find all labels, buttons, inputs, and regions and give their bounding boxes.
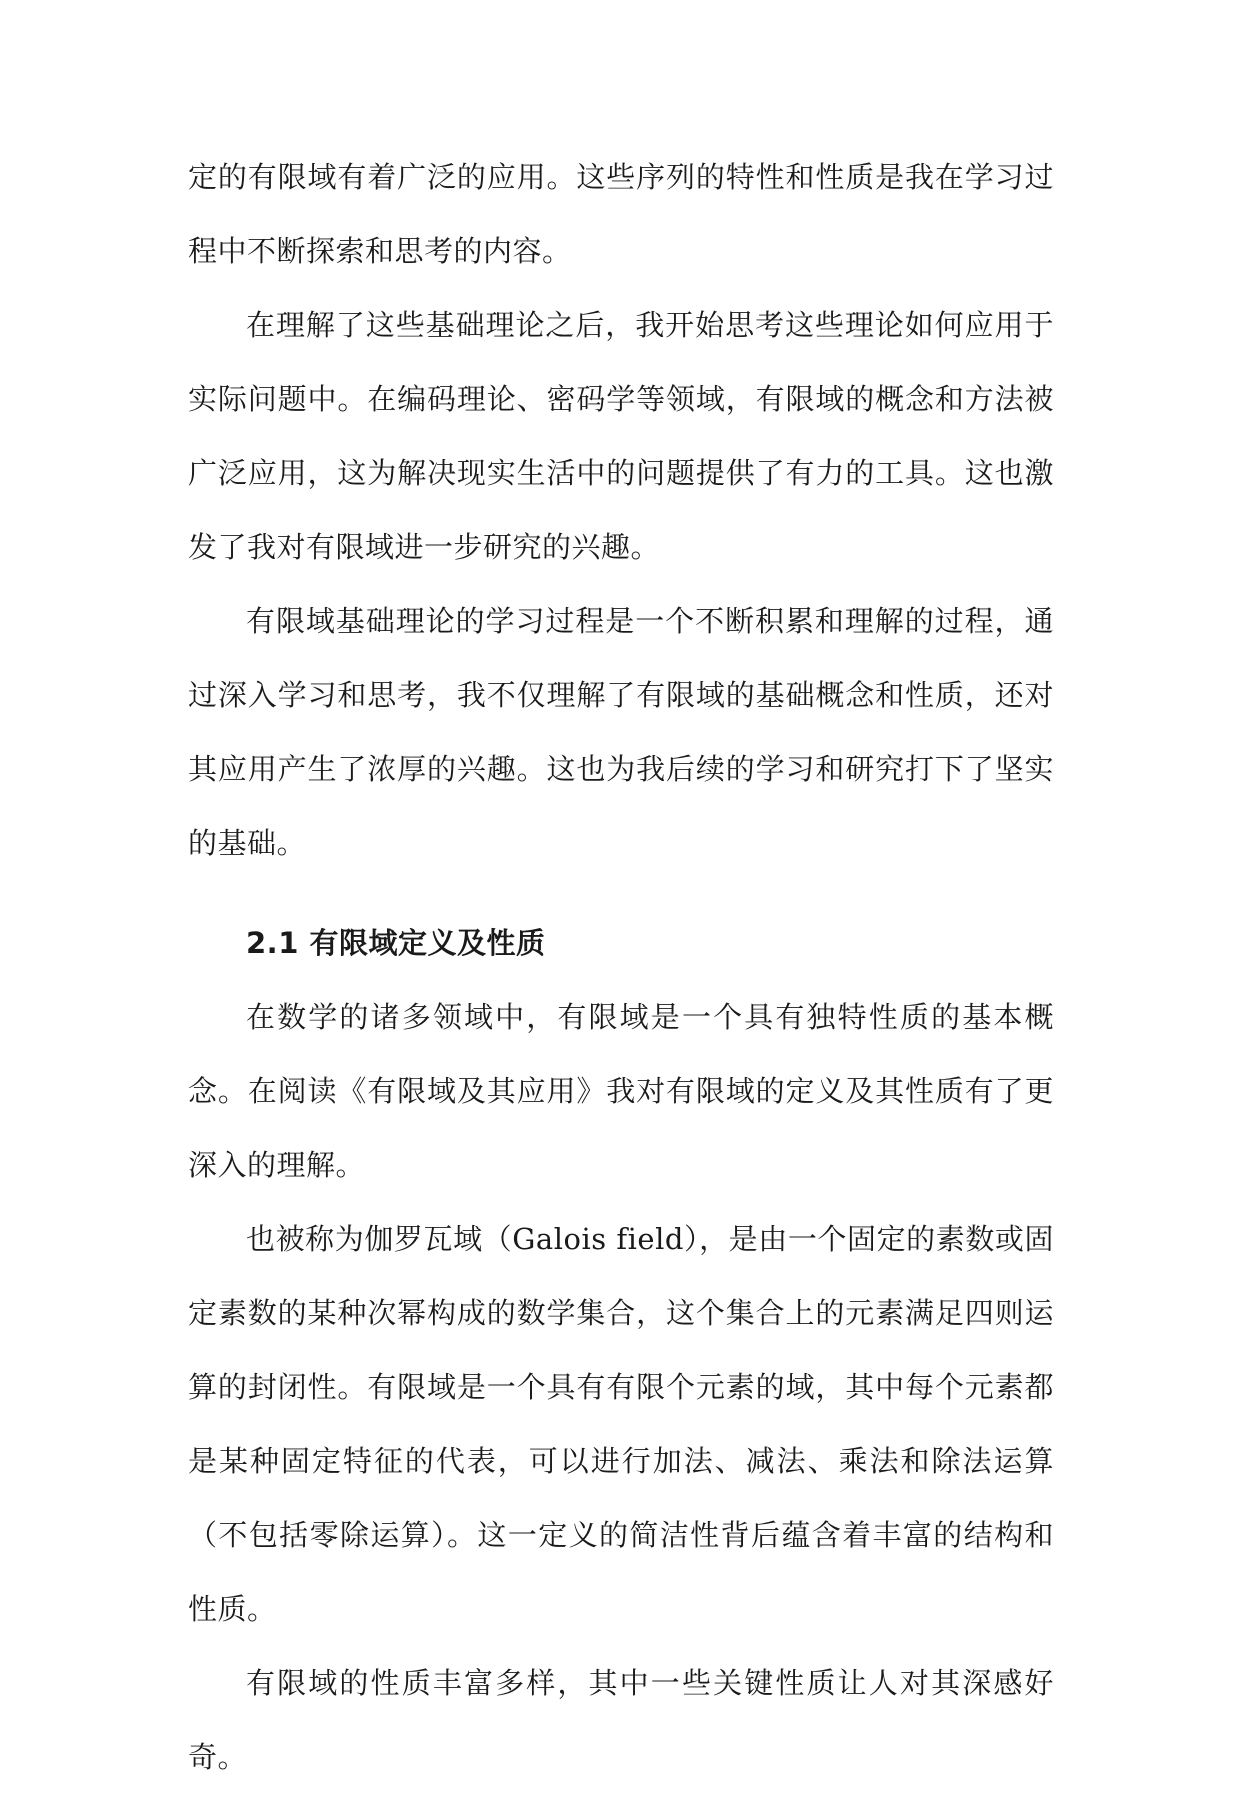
paragraph-finite-field-intro: 在数学的诸多领域中，有限域是一个具有独特性质的基本概念。在阅读《有限域及其应用》我对有限域的定义及其性质有了更深入的理解。 xyxy=(188,1000,1054,1182)
paragraph-applications: 在理解了这些基础理论之后，我开始思考这些理论如何应用于实际问题中。在编码理论、密码学等领域，有限域的概念和方法被广泛应用，这为解决现实生活中的问题提供了有力的工具。这也激发了我对有限域进一步研究的兴趣。 xyxy=(188,308,1054,564)
document-body xyxy=(188,140,1054,1794)
section-heading: 2.1 有限域定义及性质 xyxy=(246,926,546,960)
paragraph-learning-process: 有限域基础理论的学习过程是一个不断积累和理解的过程，通过深入学习和思考，我不仅理解了有限域的基础概念和性质，还对其应用产生了浓厚的兴趣。这也为我后续的学习和研究打下了坚实的基础。 xyxy=(188,604,1054,860)
paragraph-galois-field-definition: 也被称为伽罗瓦域（Galois field），是由一个固定的素数或固定素数的某种次幂构成的数学集合，这个集合上的元素满足四则运算的封闭性。有限域是一个具有有限个元素的域，其中每个元素都是某种固定特征的代表，可以进行加法、减法、乘法和除法运算（不包括零除运算）。这一定义的简洁性背后蕴含着丰富的结构和性质。 xyxy=(188,1222,1054,1626)
paragraph-properties: 有限域的性质丰富多样，其中一些关键性质让人对其深感好奇。 xyxy=(188,1666,1054,1774)
paragraph-continued: 定的有限域有着广泛的应用。这些序列的特性和性质是我在学习过程中不断探索和思考的内容。 xyxy=(188,160,1054,268)
